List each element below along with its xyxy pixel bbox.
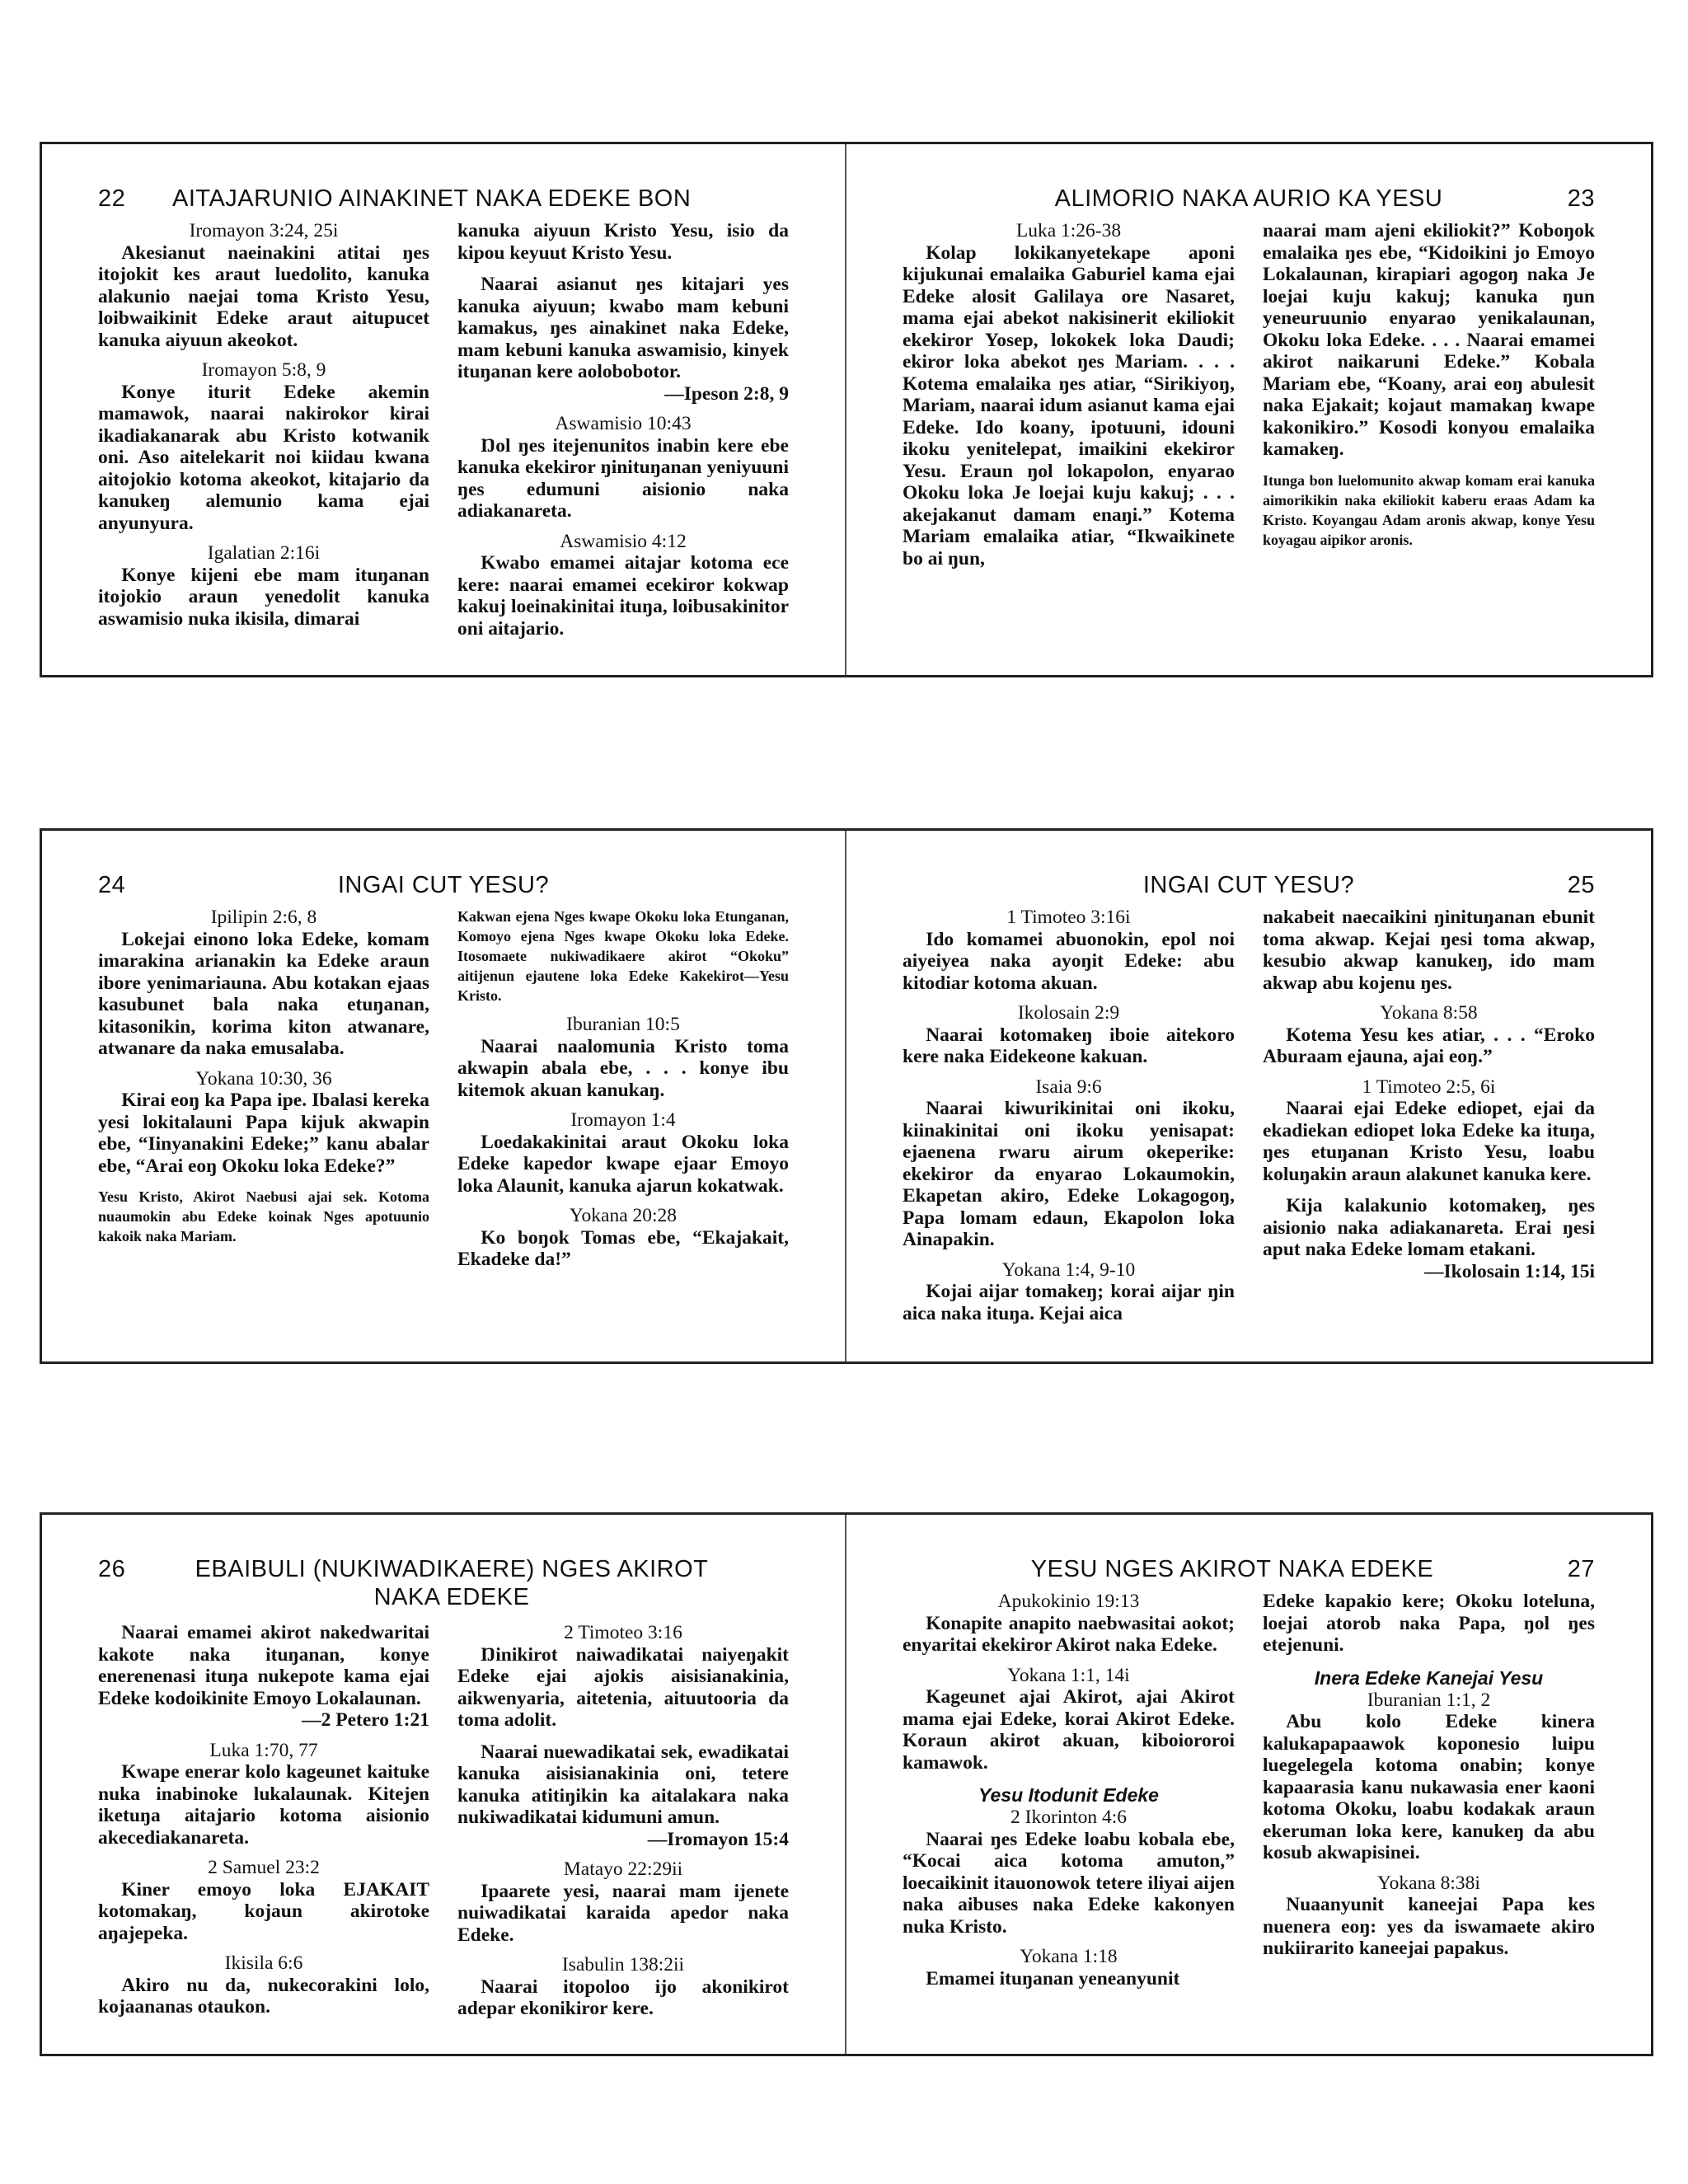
- scripture-ref: Yokana 1:1, 14i: [1007, 1664, 1130, 1686]
- scripture-ref: Iburanian 1:1, 2: [1367, 1689, 1491, 1711]
- scripture-ref: Ipilipin 2:6, 8: [210, 907, 317, 928]
- subheading: Inera Edeke Kanejai Yesu: [1314, 1666, 1544, 1689]
- text-columns: [98, 907, 789, 1271]
- paragraph: Kija kalakunio kotomakeŋ, ŋes aisionio naka adiakanareta. Erai ŋesi aput naka Edeke lomam etakani.: [1263, 1195, 1595, 1260]
- page-title: YESU NGES AKIROT NAKA EDEKE: [1030, 1556, 1434, 1582]
- footnote: Itunga bon luelomunito akwap komam erai kanuka aimorikikin naka ekiliokit kaberu eraas Adam ka Kristo. Koyangau Adam aronis akwap, konye Yesu koyagau aipikor aronis.: [1263, 471, 1595, 548]
- page-title: AITAJARUNIO AINAKINET NAKA EDEKE BON: [172, 185, 692, 212]
- paragraph: Naarai ŋes Edeke loabu kobala ebe, “Kocai aica kotoma amuton,” loecaikinit itauonowok tetere iliyai aijen naka aibuses naka Edeke kakonyen nuka Kristo.: [903, 1828, 1235, 1938]
- text-columns: [903, 907, 1595, 1324]
- paragraph: Naarai ejai Edeke ediopet, ejai da ekadiekan ediopet loka Edeke ka ituŋa, ŋes etuŋanan Kristo Yesu, loabu koluŋakin araun alakunet kanuka kere.: [1263, 1098, 1595, 1185]
- paragraph: Kageunet ajai Akirot, ajai Akirot mama ejai Edeke, korai Akirot Edeke. Koraun akirot akuan, kiboiororoi kamawok.: [903, 1686, 1235, 1774]
- page-number: 23: [1567, 185, 1595, 212]
- paragraph: Naarai asianut ŋes kitajari yes kanuka aiyuun; kwabo mam kebuni kamakus, ŋes ainakinet naka Edeke, mam kebuni kanuka aswamisio, kinyek ituŋanan kere aolobobotor.: [457, 274, 789, 382]
- citation: —Ipeson 2:8, 9: [664, 382, 789, 405]
- page-header: [903, 1554, 1595, 1591]
- footnote: Yesu Kristo, Akirot Naebusi ajai sek. Kotoma nuaumokin abu Edeke koinak Nges apotuunio kakoik naka Mariam.: [98, 1188, 429, 1244]
- scripture-ref: Yokana 10:30, 36: [195, 1067, 332, 1090]
- column-1: [903, 220, 1235, 569]
- column-2: [1263, 907, 1595, 1324]
- scripture-ref: Ikisila 6:6: [224, 1952, 303, 1974]
- paragraph: kanuka aiyuun Kristo Yesu, isio da kipou keyuut Kristo Yesu.: [457, 220, 789, 264]
- paragraph: Kojai aijar tomakeŋ; korai aijar ŋin aica naka ituŋa. Kejai aica: [903, 1281, 1235, 1324]
- page-header: [98, 184, 789, 220]
- page-number: 26: [98, 1556, 126, 1582]
- paragraph: Kwabo emamei aitajar kotoma ece kere: naarai emamei ecekiror kokwap kakuj loeinakinitai ituŋa, loibusakinitor oni aitajario.: [457, 552, 789, 640]
- scripture-ref: 2 Samuel 23:2: [208, 1857, 320, 1878]
- paragraph: Ŋol ŋes itejenunitos inabin kere ebe kanuka ekekiror ŋinituŋanan yeniyuuni ŋes edumuni aisionio naka adiakanareta.: [457, 434, 789, 522]
- page-header: [98, 1554, 789, 1622]
- page-header: [903, 184, 1595, 220]
- citation: —2 Petero 1:21: [302, 1709, 429, 1731]
- paragraph: nakabeit naecaikini ŋinituŋanan ebunit toma akwap. Kejai ŋesi toma akwap, kesubio akwap kanukeŋ, ido mam akwap abu kojenu ŋes.: [1263, 907, 1595, 994]
- page-number: 25: [1567, 872, 1595, 898]
- scripture-ref: Aswamisio 4:12: [560, 530, 687, 552]
- scripture-ref: Luka 1:70, 77: [209, 1739, 318, 1761]
- paragraph: Kiner emoyo loka EJAKAIT kotomakaŋ, kojaun akirotoke aŋajepeka.: [98, 1878, 429, 1944]
- page-title: EBAIBULI (NUKIWADIKAERE) NGES AKIROT: [195, 1556, 709, 1582]
- text-columns: [903, 1591, 1595, 1990]
- text-columns: [903, 220, 1595, 569]
- column-2: [457, 907, 789, 1271]
- scripture-ref: Yokana 1:18: [1020, 1946, 1118, 1967]
- paragraph: Ŋinikirot naiwadikatai naiyeŋakit Edeke ejai ajokis aisisianakinia, aikwenyaria, aitetenia, aituutooria da toma adolit.: [457, 1643, 789, 1731]
- paragraph: naarai mam ajeni ekiliokit?” Koboŋok emalaika ŋes ebe, “Kidoikini jo Emoyo Lokalaunan, kirapiari agogoŋ naka Je loejai kuju kakuj; kanuka ŋun yeneuruunio enyarao yenikalaunan, Okoku loka Edeke. . . . Naarai emamei akirot naikaruni Edeke.” Kobala Mariam ebe, “Koany, arai eoŋ abulesit naka Ejakait; kojaut mamakaŋ kwape kakonikiro.” Kosodi konyou emalaika kamakeŋ.: [1263, 220, 1595, 460]
- scripture-ref: Iromayon 5:8, 9: [201, 359, 326, 381]
- paragraph: Emamei ituŋanan yeneanyunit: [926, 1967, 1180, 1990]
- paragraph: Kotema Yesu kes atiar, . . . “Eroko Aburaam ejauna, ajai eoŋ.”: [1263, 1024, 1595, 1067]
- paragraph: Ido komamei abuonokin, epol noi aiyeiyea naka ayoŋit Edeke: abu kitodiar kotoma akuan.: [903, 928, 1235, 994]
- scripture-ref: Yokana 20:28: [569, 1205, 678, 1226]
- paragraph: Konye kijeni ebe mam ituŋanan itojokio araun yenedolit kanuka aswamisio nuka ikisila, dimarai: [98, 564, 429, 630]
- scripture-ref: Apukokinio 19:13: [997, 1591, 1140, 1612]
- spread-22-23: [40, 142, 1653, 677]
- page-title: INGAI CUT YESU?: [1142, 872, 1355, 898]
- scripture-ref: Igalatian 2:16i: [207, 542, 321, 564]
- scripture-ref: 2 Ikorinton 4:6: [1010, 1807, 1127, 1828]
- scripture-ref: Ikolosain 2:9: [1017, 1002, 1120, 1024]
- page-22: [42, 144, 846, 675]
- spread-26-27: [40, 1512, 1653, 2056]
- text-columns: [98, 1622, 789, 2020]
- column-1: [903, 1591, 1235, 1990]
- paragraph: Lokejai einono loka Edeke, komam imarakina arianakin ka Edeke araun ibore yenimariauna. Abu kotakan ejaas kasubunet bala naka etuŋanan, kitasonikin, korima kiton atwanare, atwanare da naka emusalaba.: [98, 928, 429, 1059]
- citation: —Iromayon 15:4: [647, 1828, 789, 1850]
- paragraph: Naarai emamei akirot nakedwaritai kakote naka ituŋanan, konye enerenenasi ituŋa nukepote kama ejai Edeke kodoikinite Emoyo Lokalaunan.: [98, 1622, 429, 1709]
- citation: —Ikolosain 1:14, 15i: [1424, 1260, 1595, 1282]
- paragraph: Loedakakinitai araut Okoku loka Edeke kapedor kwape ejaar Emoyo loka Alaunit, kanuka ajarun kokatwak.: [457, 1131, 789, 1197]
- page-number: 22: [98, 185, 126, 212]
- paragraph: Edeke kapakio kere; Okoku loteluna, loejai atorob naka Papa, ŋol ŋes etejenuni.: [1263, 1591, 1595, 1656]
- paragraph: Kwape enerar kolo kageunet kaituke nuka inabinoke lukalaunak. Kitejen iketuŋa aitajario kotoma aisionio akecediakanareta.: [98, 1761, 429, 1849]
- paragraph: Akesianut naeinakini atitai ŋes itojokit kes araut luedolito, kanuka alakunio naejai toma Kristo Yesu, loibwaikinit Edeke araut aitupucet kanuka aiyuun akeokot.: [98, 241, 429, 351]
- text-columns: [98, 220, 789, 640]
- scripture-ref: Yokana 8:38i: [1377, 1872, 1480, 1894]
- page-25: [846, 831, 1651, 1361]
- scripture-ref: 1 Timoteo 2:5, 6i: [1362, 1076, 1496, 1098]
- paragraph: Kirai eoŋ ka Papa ipe. Ibalasi kereka yesi lokitalauni Papa kijuk akwapin ebe, “Iinyanakini Edeke;” kanu abalar ebe, “Arai eoŋ Okoku loka Edeke?”: [98, 1090, 429, 1177]
- scripture-ref: Iromayon 3:24, 25i: [189, 220, 339, 241]
- paragraph: Kolap lokikanyetekape aponi kijukunai emalaika Gaburiel kama ejai Edeke alosit Galilaya ore Nasaret, mama ejai abekot nakisinerit ekiliokit ekekiror Yosep, lokokek loka Daudi; ekiror loka abekot ŋes Mariam. . . . Kotema emalaika ŋes atiar, “Sirikiyoŋ, Mariam, naarai idum asianut kama ejai Edeke. Ido koany, ipotuuni, idouni ikoku yenitelepat, imaikini ekekiror Yesu. Eraun ŋol lokapolon, enyarao Okoku loka Je loejai kuju kakuj; . . . akejakanut damam enaŋi.” Kotema Mariam emalaika atiar, “Ikwaikinete bo ai ŋun,: [903, 241, 1235, 569]
- scripture-ref: Yokana 1:4, 9-10: [1001, 1258, 1136, 1281]
- column-2: [1263, 220, 1595, 569]
- column-1: [903, 907, 1235, 1324]
- page-23: [846, 144, 1651, 675]
- page-27: [846, 1515, 1651, 2054]
- scripture-ref: Isabulin 138:2ii: [561, 1954, 685, 1975]
- column-2: [457, 1622, 789, 2020]
- column-1: [98, 1622, 429, 2020]
- page-title-line-2: NAKA EDEKE: [373, 1584, 530, 1610]
- paragraph: Nuaanyunit kaneejai Papa kes nuenera eoŋ: yes da iswamaete akiro nukiirarito kaneejai papakus.: [1263, 1894, 1595, 1959]
- column-1: [98, 907, 429, 1271]
- scripture-ref: Luka 1:26-38: [1015, 220, 1122, 241]
- paragraph: Naarai kotomakeŋ iboie aitekoro kere naka Eidekeone kakuan.: [903, 1024, 1235, 1067]
- scripture-ref: Matayo 22:29ii: [563, 1858, 683, 1880]
- page-header: [903, 870, 1595, 907]
- page-26: [42, 1515, 846, 2054]
- paragraph: Naarai itopoloo ijo akonikirot adepar ekonikiror kere.: [457, 1975, 789, 2019]
- scripture-ref: 2 Timoteo 3:16: [564, 1622, 682, 1643]
- subheading: Yesu Itodunit Edeke: [978, 1784, 1159, 1806]
- page-title: ALIMORIO NAKA AURIO KA YESU: [1054, 185, 1443, 212]
- scripture-ref: Iromayon 1:4: [570, 1109, 676, 1131]
- page-title: INGAI CUT YESU?: [337, 872, 550, 898]
- spread-24-25: [40, 828, 1653, 1364]
- scripture-ref: Iburanian 10:5: [566, 1014, 680, 1035]
- paragraph: Ko boŋok Tomas ebe, “Ekajakait, Ekadeke da!”: [457, 1226, 789, 1270]
- paragraph: Naarai nuewadikatai sek, ewadikatai kanuka aisisianakinia oni, tetere kanuka atitiŋikin ka aitalakara naka nukiwadikatai kidumuni amun.: [457, 1741, 789, 1828]
- paragraph: Naarai naalomunia Kristo toma akwapin abala ebe, . . . konye ibu kitemok akuan kanukaŋ.: [457, 1035, 789, 1101]
- paragraph: Konye iturit Edeke akemin mamawok, naarai nakirokor kirai ikadiakanarak abu Kristo kotwanik oni. Aso aitelekarit noi kiidau kwana aitojokio kotoma akeokot, kitajario da kanukeŋ alemunio kama ejai anyunyura.: [98, 381, 429, 534]
- scripture-ref: Yokana 8:58: [1380, 1002, 1478, 1024]
- scripture-ref: Aswamisio 10:43: [555, 413, 692, 434]
- scripture-ref: 1 Timoteo 3:16i: [1006, 907, 1131, 928]
- page-number: 27: [1567, 1556, 1595, 1582]
- column-1: [98, 220, 429, 640]
- column-2: [457, 220, 789, 640]
- paragraph: Abu kolo Edeke kinera kalukapapaawok koponesio luipu luegelegela kotoma onabin; konye kapaarasia kanu nukawasia ener kaoni kotoma Okoku, loabu kodakak araun ekeruman loka kere, kanukeŋ da abu kosub akwapisinei.: [1263, 1711, 1595, 1863]
- paragraph: Akiro nu da, nukecorakini lolo, kojaananas otaukon.: [98, 1974, 429, 2018]
- scripture-ref: Isaia 9:6: [1035, 1076, 1102, 1098]
- page-24: [42, 831, 846, 1361]
- paragraph: Konapite anapito naebwasitai aokot; enyaritai ekekiror Akirot naka Edeke.: [903, 1612, 1235, 1656]
- paragraph: Naarai kiwurikinitai oni ikoku, kiinakinitai oni ikoku yenisapat: ejaenena rwaru airum okeperike: ekekiror da enyarao Lokaumokin, Ekapetan akiro, Edeke Lokagogoŋ, Papa lomam edaun, Ekapolon loka Ainapakin.: [903, 1098, 1235, 1250]
- column-2: [1263, 1591, 1595, 1990]
- footnote: Kakwan ejena Nges kwape Okoku loka Etunganan, Komoyo ejena Nges kwape Okoku loka Edeke. Itosomaete nukiwadikaere akirot “Okoku” aitijenun ejautene loka Edeke Kakekirot—Yesu Kristo.: [457, 908, 789, 1004]
- paragraph: Ipaarete yesi, naarai mam ijenete nuiwadikatai karaida apedor naka Edeke.: [457, 1880, 789, 1946]
- page-number: 24: [98, 872, 126, 898]
- page-header: [98, 870, 789, 907]
